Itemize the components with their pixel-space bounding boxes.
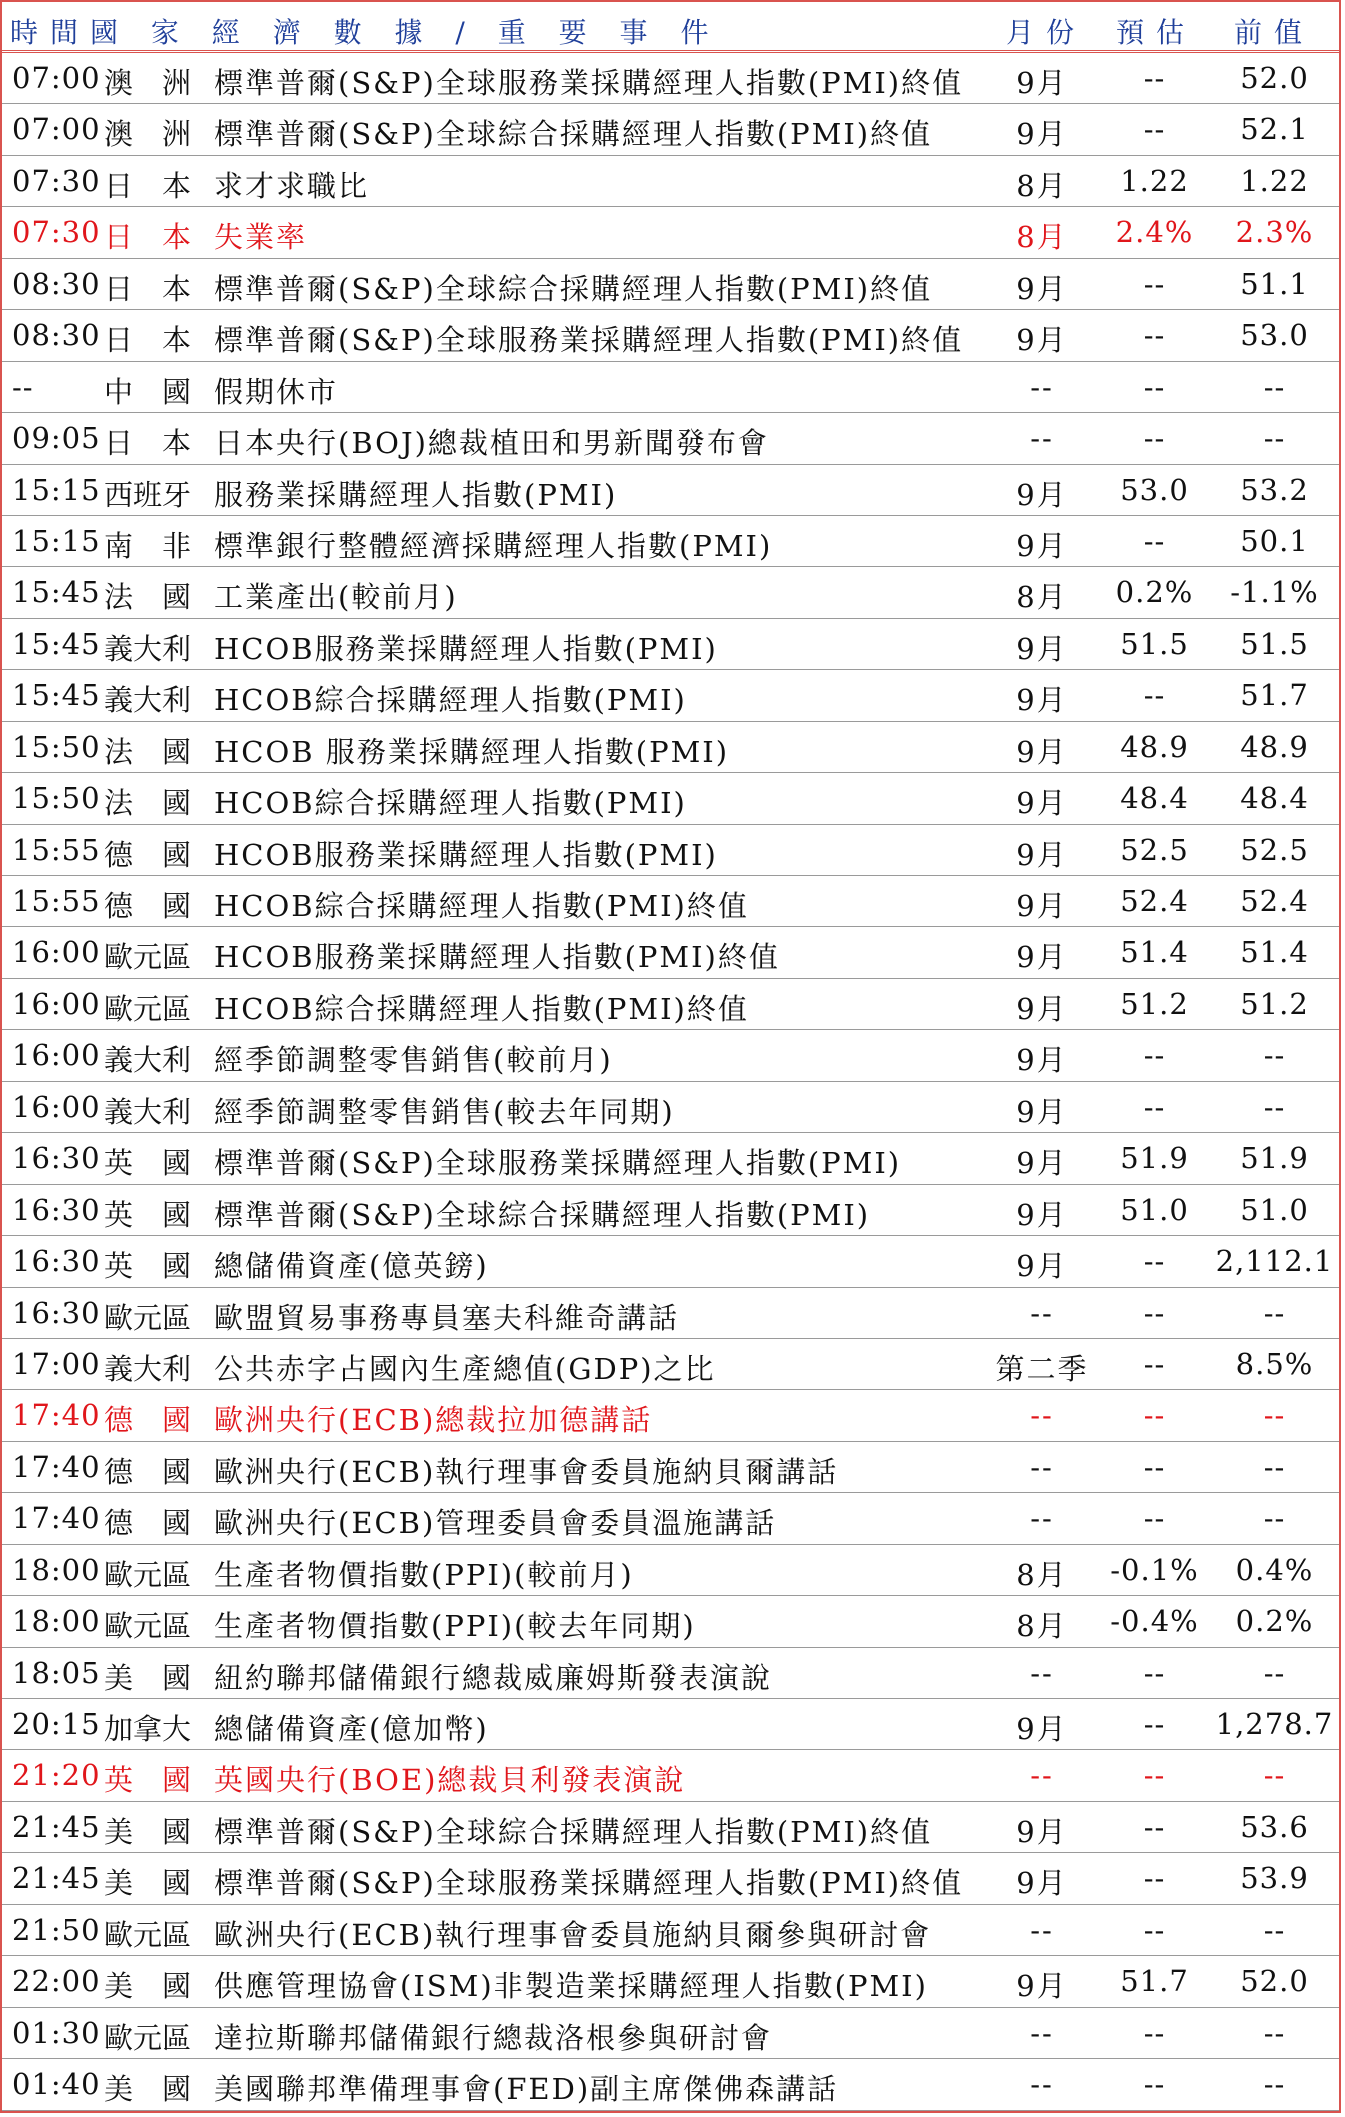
event-month: 9月 <box>1016 889 1068 923</box>
event-previous: 51.0 <box>1240 1192 1309 1227</box>
event-forecast: 48.9 <box>1120 729 1189 764</box>
event-forecast: 1.22 <box>1120 163 1189 198</box>
event-month: -- <box>1030 1501 1054 1536</box>
event-month: 8月 <box>1016 1557 1068 1592</box>
event-previous: 50.1 <box>1240 523 1309 558</box>
table-header <box>2 2 1339 53</box>
event-previous: 2,112.1 <box>1215 1244 1334 1279</box>
event-name: 歐盟貿易事務專員塞夫科維奇講話 <box>214 1300 680 1335</box>
event-name: 求才求職比 <box>214 168 370 203</box>
event-country: 美 國 <box>104 1866 192 1901</box>
event-country: 德 國 <box>104 837 192 872</box>
event-forecast: -- <box>1143 112 1166 147</box>
event-forecast: -- <box>1143 1809 1166 1844</box>
event-forecast: -- <box>1143 1501 1166 1536</box>
event-forecast: -- <box>1143 1244 1166 1279</box>
event-name: 標準普爾(S&P)全球服務業採購經理人指數(PMI)終值 <box>214 323 964 358</box>
event-forecast: -- <box>1143 678 1166 713</box>
event-month: 9月 <box>1016 1814 1068 1849</box>
table-row <box>2 1699 1339 1750</box>
event-time: 16:00 <box>12 986 101 1021</box>
event-forecast: -- <box>1143 2067 1166 2102</box>
event-forecast: -- <box>1143 266 1166 301</box>
event-country: 加拿大 <box>104 1712 192 1746</box>
event-month: 8月 <box>1016 220 1068 255</box>
event-country: 日 本 <box>104 220 192 255</box>
event-name: HCOB綜合採購經理人指數(PMI)終值 <box>214 889 749 923</box>
header-title: 時間國 家 經 濟 數 據 / 重 要 事 件 <box>10 16 721 49</box>
event-time: 18:00 <box>12 1552 101 1587</box>
event-month: -- <box>1030 1655 1054 1690</box>
event-name: 經季節調整零售銷售(較去年同期) <box>214 1094 675 1129</box>
event-country: 歐元區 <box>104 940 192 975</box>
table-row <box>2 1545 1339 1596</box>
event-month: 第二季 <box>995 1351 1089 1386</box>
event-time: 18:05 <box>12 1655 101 1690</box>
table-row <box>2 876 1339 927</box>
event-forecast: 51.4 <box>1120 935 1189 970</box>
event-country: 歐元區 <box>104 1300 192 1335</box>
event-country: 美 國 <box>104 1814 192 1849</box>
event-country: 法 國 <box>104 734 192 769</box>
table-row <box>2 773 1339 824</box>
table-row <box>2 259 1339 310</box>
event-previous: -- <box>1263 2015 1286 2050</box>
event-previous: 8.5% <box>1235 1346 1314 1381</box>
event-name: 紐約聯邦儲備銀行總裁威廉姆斯發表演說 <box>214 1660 773 1695</box>
event-time: 15:15 <box>12 523 101 558</box>
event-name: 供應管理協會(ISM)非製造業採購經理人指數(PMI) <box>214 1969 928 2004</box>
event-time: 16:30 <box>12 1141 101 1176</box>
event-name: 標準普爾(S&P)全球服務業採購經理人指數(PMI)終值 <box>214 66 964 100</box>
event-forecast: 51.2 <box>1120 986 1189 1021</box>
event-country: 西班牙 <box>104 477 192 512</box>
event-name: HCOB服務業採購經理人指數(PMI) <box>214 631 718 666</box>
event-time: 17:00 <box>12 1346 101 1381</box>
event-country: 美 國 <box>104 1969 192 2004</box>
event-previous: -- <box>1263 1655 1286 1690</box>
table-row <box>2 1853 1339 1904</box>
table-row <box>2 1236 1339 1287</box>
event-time: 15:50 <box>12 781 101 816</box>
event-month: -- <box>1030 369 1054 404</box>
event-forecast: 0.2% <box>1115 575 1194 610</box>
event-country: 澳 洲 <box>104 66 192 100</box>
header-previous: 前值 <box>1234 16 1315 49</box>
event-previous: 53.0 <box>1240 318 1309 353</box>
event-previous: 51.2 <box>1240 986 1309 1021</box>
table-row <box>2 156 1339 207</box>
event-name: 假期休市 <box>214 374 339 409</box>
event-time: 01:30 <box>12 2015 101 2050</box>
event-name: HCOB服務業採購經理人指數(PMI) <box>214 837 718 872</box>
event-month: 8月 <box>1016 580 1068 615</box>
event-forecast: -0.4% <box>1110 1604 1199 1639</box>
event-name: 英國央行(BOE)總裁貝利發表演說 <box>214 1763 686 1798</box>
event-month: 9月 <box>1016 631 1068 666</box>
event-month: 9月 <box>1016 117 1068 152</box>
event-month: 9月 <box>1016 323 1068 358</box>
event-forecast: 2.4% <box>1115 215 1194 250</box>
event-previous: 51.5 <box>1240 626 1309 661</box>
event-name: 總儲備資產(億英鎊) <box>214 1249 489 1284</box>
event-time: 15:45 <box>12 626 101 661</box>
event-country: 英 國 <box>104 1197 192 1232</box>
table-row <box>2 413 1339 464</box>
event-month: 9月 <box>1016 1094 1068 1129</box>
event-month: -- <box>1030 1449 1054 1484</box>
event-forecast: -- <box>1143 1758 1166 1793</box>
event-forecast: -- <box>1143 1346 1166 1381</box>
event-forecast: 51.9 <box>1120 1141 1189 1176</box>
event-previous: -- <box>1263 1501 1286 1536</box>
event-month: 9月 <box>1016 940 1068 975</box>
event-name: 經季節調整零售銷售(較前月) <box>214 1043 613 1078</box>
event-country: 澳 洲 <box>104 117 192 152</box>
event-previous: -- <box>1263 1758 1286 1793</box>
event-name: 工業產出(較前月) <box>214 580 458 615</box>
event-time: 18:00 <box>12 1604 101 1639</box>
event-country: 義大利 <box>104 683 192 718</box>
table-row <box>2 1339 1339 1390</box>
event-name: 生產者物價指數(PPI)(較去年同期) <box>214 1609 696 1644</box>
event-country: 義大利 <box>104 1043 192 1078</box>
event-previous: 52.1 <box>1240 112 1309 147</box>
table-row <box>2 567 1339 618</box>
event-name: 公共赤字占國內生產總值(GDP)之比 <box>214 1351 716 1386</box>
table-row <box>2 1750 1339 1801</box>
event-forecast: 53.0 <box>1120 472 1189 507</box>
event-time: 07:30 <box>12 163 101 198</box>
event-forecast: 48.4 <box>1120 781 1189 816</box>
event-country: 法 國 <box>104 580 192 615</box>
table-row <box>2 1442 1339 1493</box>
event-forecast: -- <box>1143 523 1166 558</box>
event-previous: 1.22 <box>1240 163 1309 198</box>
event-month: 9月 <box>1016 1866 1068 1901</box>
event-time: 21:20 <box>12 1758 101 1793</box>
event-country: 日 本 <box>104 168 192 203</box>
event-month: -- <box>1030 1912 1054 1947</box>
event-month: 9月 <box>1016 66 1068 100</box>
table-row <box>2 1493 1339 1544</box>
event-forecast: -- <box>1143 1038 1166 1073</box>
event-name: 標準普爾(S&P)全球服務業採購經理人指數(PMI) <box>214 1146 902 1181</box>
event-time: 08:30 <box>12 266 101 301</box>
event-time: -- <box>12 369 34 404</box>
event-previous: 51.9 <box>1240 1141 1309 1176</box>
event-time: 17:40 <box>12 1449 101 1484</box>
event-name: 服務業採購經理人指數(PMI) <box>214 477 618 512</box>
event-name: 日本央行(BOJ)總裁植田和男新聞發布會 <box>214 426 769 461</box>
event-name: 歐洲央行(ECB)執行理事會委員施納貝爾講話 <box>214 1454 839 1489</box>
header-forecast: 預估 <box>1116 16 1197 49</box>
table-row <box>2 619 1339 670</box>
event-name: 標準普爾(S&P)全球綜合採購經理人指數(PMI)終值 <box>214 1814 933 1849</box>
event-time: 16:30 <box>12 1192 101 1227</box>
event-previous: 52.0 <box>1240 1964 1309 1999</box>
event-forecast: 51.7 <box>1120 1964 1189 1999</box>
event-time: 20:15 <box>12 1707 101 1741</box>
event-month: -- <box>1030 2067 1054 2102</box>
event-country: 歐元區 <box>104 2020 192 2055</box>
event-month: -- <box>1030 421 1054 456</box>
event-forecast: -- <box>1143 1449 1166 1484</box>
event-time: 21:45 <box>12 1861 101 1896</box>
event-country: 南 非 <box>104 528 192 563</box>
event-month: 9月 <box>1016 271 1068 306</box>
event-name: 歐洲央行(ECB)管理委員會委員溫施講話 <box>214 1506 777 1541</box>
event-name: 標準普爾(S&P)全球綜合採購經理人指數(PMI) <box>214 1197 871 1232</box>
event-time: 21:50 <box>12 1912 101 1947</box>
event-country: 中 國 <box>104 374 192 409</box>
event-previous: 2.3% <box>1235 215 1314 250</box>
event-forecast: 51.0 <box>1120 1192 1189 1227</box>
event-name: HCOB綜合採購經理人指數(PMI) <box>214 786 687 821</box>
event-previous: 48.9 <box>1240 729 1309 764</box>
event-name: HCOB綜合採購經理人指數(PMI) <box>214 683 687 718</box>
table-row <box>2 979 1339 1030</box>
table-row <box>2 1905 1339 1956</box>
event-country: 德 國 <box>104 1506 192 1541</box>
event-time: 01:40 <box>12 2067 101 2102</box>
event-time: 16:30 <box>12 1295 101 1330</box>
event-forecast: -- <box>1143 1861 1166 1896</box>
event-month: -- <box>1030 1398 1054 1433</box>
event-forecast: 52.5 <box>1120 832 1189 867</box>
event-previous: -- <box>1263 1295 1286 1330</box>
event-country: 美 國 <box>104 2072 192 2107</box>
event-month: 8月 <box>1016 1609 1068 1644</box>
event-time: 21:45 <box>12 1809 101 1844</box>
event-forecast: -- <box>1143 369 1166 404</box>
event-country: 義大利 <box>104 1094 192 1129</box>
event-country: 日 本 <box>104 323 192 358</box>
table-row <box>2 53 1339 104</box>
event-previous: -- <box>1263 1912 1286 1947</box>
event-time: 07:00 <box>12 61 101 95</box>
event-forecast: -- <box>1143 1398 1166 1433</box>
table-row <box>2 722 1339 773</box>
event-forecast: -- <box>1143 61 1166 95</box>
event-month: 9月 <box>1016 1146 1068 1181</box>
event-name: 標準普爾(S&P)全球綜合採購經理人指數(PMI)終值 <box>214 117 933 152</box>
event-country: 歐元區 <box>104 1557 192 1592</box>
event-name: 生產者物價指數(PPI)(較前月) <box>214 1557 634 1592</box>
event-time: 15:50 <box>12 729 101 764</box>
event-time: 16:30 <box>12 1244 101 1279</box>
event-time: 08:30 <box>12 318 101 353</box>
event-forecast: -- <box>1143 1655 1166 1690</box>
event-country: 歐元區 <box>104 1917 192 1952</box>
table-row <box>2 465 1339 516</box>
event-time: 07:00 <box>12 112 101 147</box>
event-name: 歐洲央行(ECB)總裁拉加德講話 <box>214 1403 653 1438</box>
event-month: 9月 <box>1016 1197 1068 1232</box>
event-forecast: -- <box>1143 2015 1166 2050</box>
event-time: 15:55 <box>12 884 101 918</box>
event-month: 9月 <box>1016 528 1068 563</box>
event-name: 失業率 <box>214 220 308 255</box>
table-row <box>2 362 1339 413</box>
event-month: 9月 <box>1016 1249 1068 1284</box>
table-row <box>2 1082 1339 1133</box>
event-forecast: -- <box>1143 1295 1166 1330</box>
event-forecast: -- <box>1143 421 1166 456</box>
event-previous: -1.1% <box>1230 575 1319 610</box>
event-previous: 51.1 <box>1240 266 1309 301</box>
event-time: 16:00 <box>12 1089 101 1124</box>
event-name: HCOB綜合採購經理人指數(PMI)終值 <box>214 991 749 1026</box>
event-forecast: -- <box>1143 1912 1166 1947</box>
event-forecast: 51.5 <box>1120 626 1189 661</box>
event-month: 9月 <box>1016 991 1068 1026</box>
event-time: 15:15 <box>12 472 101 507</box>
event-month: -- <box>1030 1295 1054 1330</box>
event-previous: 51.4 <box>1240 935 1309 970</box>
event-month: 9月 <box>1016 837 1068 872</box>
table-row <box>2 670 1339 721</box>
event-name: 標準銀行整體經濟採購經理人指數(PMI) <box>214 528 773 563</box>
event-month: 9月 <box>1016 786 1068 821</box>
event-country: 法 國 <box>104 786 192 821</box>
event-name: 總儲備資產(億加幣) <box>214 1712 489 1746</box>
table-row <box>2 1802 1339 1853</box>
event-time: 16:00 <box>12 1038 101 1073</box>
event-time: 15:45 <box>12 575 101 610</box>
event-previous: -- <box>1263 1449 1286 1484</box>
event-country: 英 國 <box>104 1763 192 1798</box>
event-time: 16:00 <box>12 935 101 970</box>
table-row <box>2 516 1339 567</box>
table-row <box>2 927 1339 978</box>
event-time: 07:30 <box>12 215 101 250</box>
table-row <box>2 2059 1339 2110</box>
table-row <box>2 104 1339 155</box>
event-time: 17:40 <box>12 1501 101 1536</box>
event-month: 9月 <box>1016 683 1068 718</box>
table-row <box>2 310 1339 361</box>
event-forecast: -- <box>1143 318 1166 353</box>
event-previous: 53.2 <box>1240 472 1309 507</box>
table-row <box>2 1390 1339 1441</box>
event-previous: -- <box>1263 1398 1286 1433</box>
event-forecast: -0.1% <box>1110 1552 1199 1587</box>
event-name: 美國聯邦準備理事會(FED)副主席傑佛森講話 <box>214 2072 839 2107</box>
event-time: 15:55 <box>12 832 101 867</box>
event-previous: 1,278.7 <box>1215 1707 1334 1741</box>
event-country: 義大利 <box>104 631 192 666</box>
event-previous: 51.7 <box>1240 678 1309 713</box>
table-row <box>2 1648 1339 1699</box>
event-previous: 52.0 <box>1240 61 1309 95</box>
event-name: 標準普爾(S&P)全球服務業採購經理人指數(PMI)終值 <box>214 1866 964 1901</box>
event-forecast: -- <box>1143 1707 1166 1741</box>
header-month: 月份 <box>1006 16 1087 49</box>
event-name: 歐洲央行(ECB)執行理事會委員施納貝爾參與研討會 <box>214 1917 932 1952</box>
table-row <box>2 1030 1339 1081</box>
event-previous: 52.4 <box>1240 884 1309 918</box>
event-previous: -- <box>1263 421 1286 456</box>
event-previous: -- <box>1263 1089 1286 1124</box>
event-previous: 53.6 <box>1240 1809 1309 1844</box>
table-row <box>2 1185 1339 1236</box>
event-month: 9月 <box>1016 477 1068 512</box>
event-country: 歐元區 <box>104 991 192 1026</box>
event-month: 9月 <box>1016 1043 1068 1078</box>
event-month: 9月 <box>1016 734 1068 769</box>
event-month: 9月 <box>1016 1969 1068 2004</box>
event-country: 美 國 <box>104 1660 192 1695</box>
event-previous: 48.4 <box>1240 781 1309 816</box>
event-country: 英 國 <box>104 1249 192 1284</box>
event-previous: 0.2% <box>1235 1604 1314 1639</box>
event-time: 22:00 <box>12 1964 101 1999</box>
table-row <box>2 1288 1339 1339</box>
event-name: HCOB服務業採購經理人指數(PMI)終值 <box>214 940 780 975</box>
event-month: -- <box>1030 2015 1054 2050</box>
event-country: 日 本 <box>104 426 192 461</box>
event-name: HCOB 服務業採購經理人指數(PMI) <box>214 734 730 769</box>
event-country: 英 國 <box>104 1146 192 1181</box>
event-previous: -- <box>1263 369 1286 404</box>
event-month: 8月 <box>1016 168 1068 203</box>
event-previous: 52.5 <box>1240 832 1309 867</box>
event-forecast: -- <box>1143 1089 1166 1124</box>
event-country: 德 國 <box>104 1403 192 1438</box>
event-previous: -- <box>1263 2067 1286 2102</box>
table-row <box>2 207 1339 258</box>
table-row <box>2 1133 1339 1184</box>
event-rows <box>2 53 1339 2111</box>
event-month: -- <box>1030 1758 1054 1793</box>
table-row <box>2 1596 1339 1647</box>
event-month: 9月 <box>1016 1712 1068 1746</box>
event-time: 15:45 <box>12 678 101 713</box>
event-country: 歐元區 <box>104 1609 192 1644</box>
event-previous: -- <box>1263 1038 1286 1073</box>
event-forecast: 52.4 <box>1120 884 1189 918</box>
event-time: 09:05 <box>12 421 101 456</box>
event-country: 德 國 <box>104 889 192 923</box>
event-country: 日 本 <box>104 271 192 306</box>
event-previous: 53.9 <box>1240 1861 1309 1896</box>
event-previous: 0.4% <box>1235 1552 1314 1587</box>
event-name: 標準普爾(S&P)全球綜合採購經理人指數(PMI)終值 <box>214 271 933 306</box>
event-name: 達拉斯聯邦儲備銀行總裁洛根參與研討會 <box>214 2020 773 2055</box>
event-country: 德 國 <box>104 1454 192 1489</box>
event-country: 義大利 <box>104 1351 192 1386</box>
table-row <box>2 1956 1339 2007</box>
table-row <box>2 825 1339 876</box>
table-row <box>2 2008 1339 2059</box>
event-time: 17:40 <box>12 1398 101 1433</box>
